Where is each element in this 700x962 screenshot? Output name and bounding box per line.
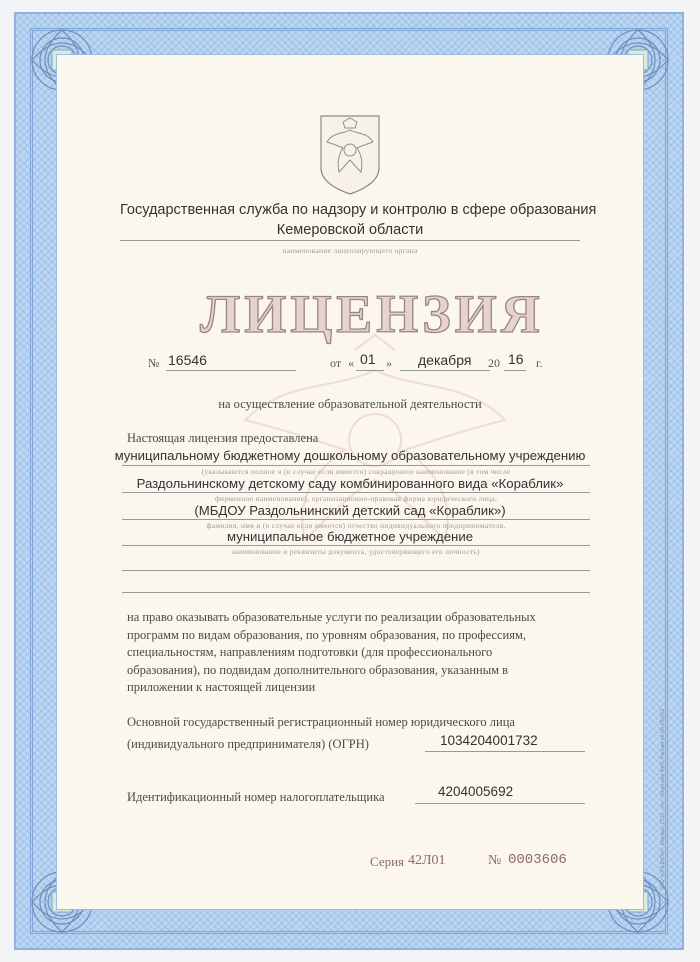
licensee-line-1: муниципальному бюджетному дошкольному образовательному учреждению [114,448,586,463]
ogrn-label-line-2: (индивидуального предпринимателя) (ОГРН) [127,737,369,751]
license-month: декабря [418,352,472,368]
issuer-line-2: Кемеровской области [276,222,424,238]
issuer-line-1: Государственная служба по надзору и контролю в сфере образования [120,202,597,218]
number-underline [166,370,296,371]
document-title: ЛИЦЕНЗИЯ [200,284,544,344]
side-print-text: ЗАО «ОПЦИОН», Москва, 2015, «А», Лицензия ФНС России № 05-05/163 [660,709,666,890]
month-underline [400,370,490,371]
series-value: 42Л01 [408,853,446,868]
coat-of-arms-icon [315,112,385,196]
rights-line-4: образования), по подвидам дополнительного образования, указанным в [127,662,509,677]
license-day: 01 [360,351,376,367]
issuer-caption: наименование лицензирующего органа [282,246,418,255]
licensee-underline-1 [122,465,590,466]
licensee-underline-2 [122,492,590,493]
licensee-line-2: Раздольнинскому детскому саду комбинированного вида «Кораблик» [136,476,564,491]
number-prefix: № [148,356,160,370]
blank-underline-2 [122,592,590,593]
rights-line-1: на право оказывать образовательные услуги по реализации образовательных [127,610,536,624]
quote-open: « [348,356,354,370]
licensee-line-4: муниципальное бюджетное учреждение [226,529,474,544]
licensee-caption-4: наименование и реквизиты документа, удостоверяющего его личность) [232,547,480,556]
inn-underline [415,803,585,804]
licensee-caption-2: фирменное наименование), организационно-правовая форма юридического лица, [214,494,498,503]
series-label: Серия [370,854,405,869]
year-prefix: 20 [488,356,500,370]
license-year: 16 [508,351,524,367]
licensee-underline-3 [122,519,590,520]
license-number: 16546 [168,352,207,368]
licensee-caption-1: (указываются полное и (в случае если имеется) сокращенное наименование (в том числе [201,467,511,476]
rights-line-5: приложении к настоящей лицензии [127,680,316,694]
rights-line-3: специальностям, направлениям подготовки (для профессионального [127,645,493,659]
ogrn-underline [425,751,585,752]
inn-value: 4204005692 [438,784,514,799]
issuer-underline [120,240,580,241]
ogrn-value: 1034204001732 [440,733,538,748]
day-underline [356,370,384,371]
blank-underline-1 [122,570,590,571]
quote-close: » [386,356,392,370]
year-underline [504,370,526,371]
licensee-caption-3: фамилия, имя и (в случае если имеется) отчество индивидуального предпринимателя, [206,521,506,530]
rights-line-2: программ по видам образования, по уровням образования, по профессиям, [127,627,527,642]
licensee-underline-4 [122,545,590,546]
rights-paragraph [127,609,585,697]
series-number: 0003606 [508,852,567,868]
licensee-line-3: (МБДОУ Раздольнинский детский сад «Кораблик») [194,503,506,518]
ogrn-label-line-1: Основной государственный регистрационный номер юридического лица [127,715,515,729]
granted-to-label: Настоящая лицензия предоставлена [127,431,319,445]
year-unit: г. [536,356,543,370]
date-prefix: от [330,356,342,370]
inn-label: Идентификационный номер налогоплательщика [127,790,385,804]
license-purpose: на осуществление образовательной деятельности [218,397,482,411]
series-number-prefix: № [488,853,502,868]
side-print-strip [652,660,666,890]
